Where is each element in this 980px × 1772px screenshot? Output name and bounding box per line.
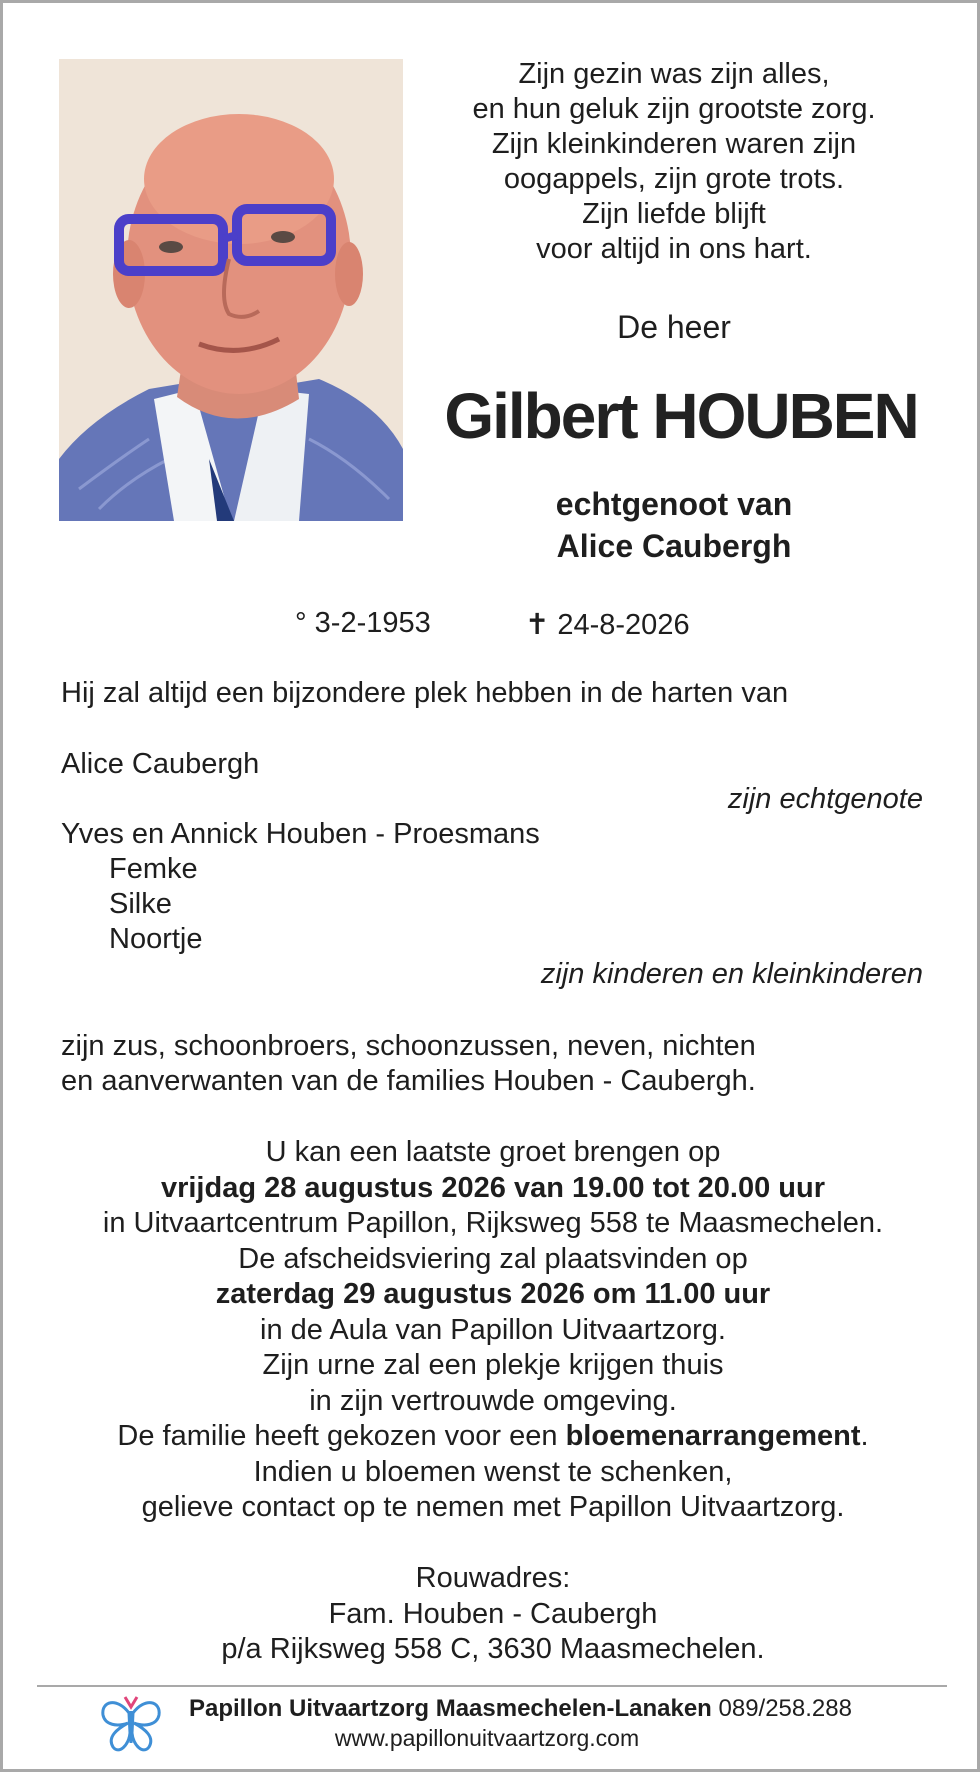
deceased-name: Gilbert HOUBEN xyxy=(444,380,918,452)
poem-line: Zijn liefde blijft xyxy=(582,198,766,230)
poem xyxy=(433,57,915,267)
poem-line: en hun geluk zijn grootste zorg. xyxy=(472,93,876,125)
grandchild: Noortje xyxy=(109,923,203,955)
service-info xyxy=(33,1135,953,1668)
other-relatives-line: zijn zus, schoonbroers, schoonzussen, neven, nichten xyxy=(61,1030,756,1062)
company-name: Papillon Uitvaartzorg Maasmechelen-Lanaken xyxy=(189,1695,712,1722)
service-line: Zijn urne zal een plekje krijgen thuis xyxy=(262,1349,724,1381)
footer-company xyxy=(189,1695,929,1723)
portrait-photo xyxy=(59,59,403,521)
intro-text: Hij zal altijd een bijzondere plek hebben in de harten van xyxy=(61,677,789,709)
service-line: in de Aula van Papillon Uitvaartzorg. xyxy=(260,1313,726,1346)
death-date: ✝ 24-8-2026 xyxy=(525,609,690,641)
family-children-role: zijn kinderen en kleinkinderen xyxy=(540,958,923,990)
service-line: De afscheidsviering zal plaatsvinden op xyxy=(238,1242,748,1275)
other-relatives-line: en aanverwanten van de families Houben - Caubergh. xyxy=(61,1065,756,1097)
poem-line: Zijn gezin was zijn alles, xyxy=(518,58,830,90)
company-website[interactable]: www.papillonuitvaartzorg.com xyxy=(334,1725,640,1751)
spouse-line-2: Alice Caubergh xyxy=(556,528,792,564)
grandchild: Silke xyxy=(109,888,172,920)
poem-line: Zijn kleinkinderen waren zijn xyxy=(491,128,857,160)
grandchild: Femke xyxy=(109,853,198,885)
address-street: p/a Rijksweg 558 C, 3630 Maasmechelen. xyxy=(221,1633,765,1665)
address-name: Fam. Houben - Caubergh xyxy=(328,1597,658,1630)
flowers-pre: De familie heeft gekozen voor een xyxy=(117,1420,566,1452)
flowers-bold: bloemenarrangement xyxy=(565,1420,861,1452)
flowers-post: . xyxy=(860,1420,869,1452)
family-spouse-role: zijn echtgenote xyxy=(727,783,923,815)
salutation: De heer xyxy=(617,309,731,345)
flowers-line xyxy=(33,1419,953,1455)
service-line: in Uitvaartcentrum Papillon, Rijksweg 558 te Maasmechelen. xyxy=(102,1207,884,1239)
butterfly-icon xyxy=(99,1693,163,1757)
address-title: Rouwadres: xyxy=(415,1562,571,1594)
company-phone: 089/258.288 xyxy=(718,1695,852,1722)
service-line: gelieve contact op te nemen met Papillon Uitvaartzorg. xyxy=(141,1491,845,1523)
other-relatives xyxy=(61,1029,923,1099)
family-list xyxy=(61,747,923,992)
family-spouse: Alice Caubergh xyxy=(61,748,260,780)
portrait-illustration xyxy=(59,59,403,521)
spouse-relation xyxy=(433,483,915,567)
poem-line: voor altijd in ons hart. xyxy=(536,233,812,265)
ceremony-datetime: zaterdag 29 augustus 2026 om 11.00 uur xyxy=(215,1278,771,1310)
service-line: in zijn vertrouwde omgeving. xyxy=(309,1384,677,1417)
service-line: U kan een laatste groet brengen op xyxy=(265,1136,721,1168)
spouse-line-1: echtgenoot van xyxy=(555,486,793,522)
service-line: Indien u bloemen wenst te schenken, xyxy=(253,1455,733,1488)
visitation-datetime: vrijdag 28 augustus 2026 van 19.00 tot 20.00 uur xyxy=(160,1171,826,1204)
birth-date: ° 3-2-1953 xyxy=(295,607,431,639)
family-children: Yves en Annick Houben - Proesmans xyxy=(61,818,540,850)
footer-divider xyxy=(37,1685,947,1687)
poem-line: oogappels, zijn grote trots. xyxy=(503,163,845,195)
